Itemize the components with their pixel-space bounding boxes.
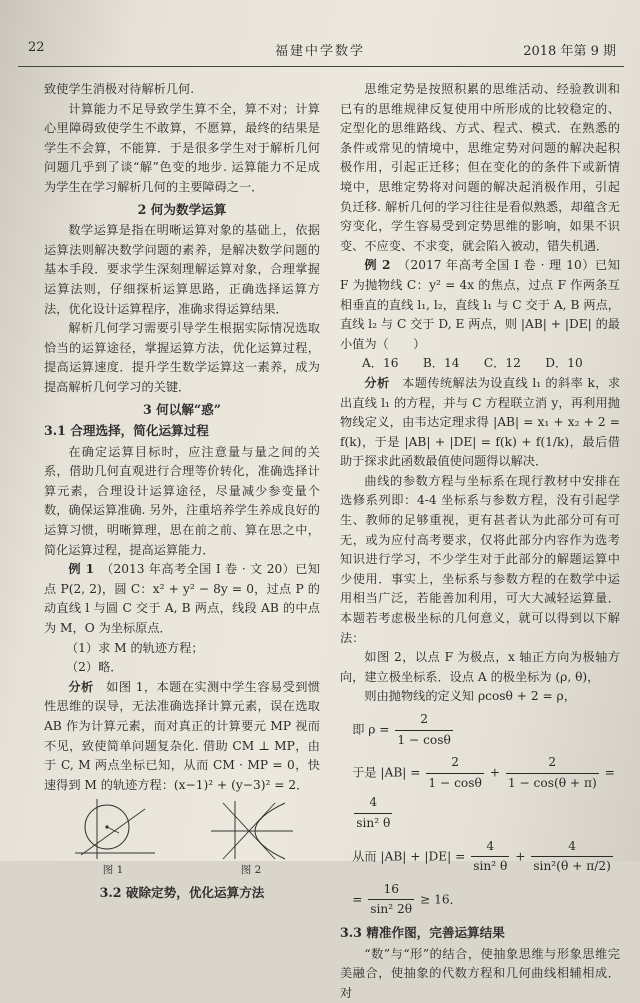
paragraph: 在确定运算目标时，应注意量与量之间的关系，借助几何直观进行合理等价转化，准确选择计算元素，合理设计运算途径，尽量减少参变量个数，确保运算准确. 另外，注重培养学生养成良好的运算习惯，明晰算理，思在前之前、算在思之中，简化运算过程，提高运算能力． (44, 444, 320, 557)
paragraph: 思维定势是按照积累的思维活动、经验教训和已有的思维规律反复使用中所形成的比较稳定的、定型化的思维路线、方式、程式、模式．在熟悉的条件或常见的情境中，思维定势对问题的解决起积极作用，引起正迁移；但在变化的的条件下或新情境中，思维定势将对问题的解决起消极作用，引起负迁移. 解析几何的学习往往是看似熟悉，却蕴含无穷变化，学生容易受到定势思维的影响，如果不识变、不应变、不求变，就会陷入被动，错失机遇． (340, 82, 620, 253)
analysis-text: 如图 1，本题在实测中学生容易受到惯性思维的误导，无法准确选择计算元素，误在选取 AB 作为计算元素，而对真正的计算要元 MP 视而不见，致使简单问题复杂化. 借助 CM ⊥ MP，由于 C, M 两点坐标已知，从而 CM · MP = 0，快速得到 M 的轨迹方程：(x−1)² + (y−3)² = 2． (44, 679, 320, 792)
paragraph: 致使学生消极对待解析几何. (44, 82, 195, 96)
header-rule (18, 66, 624, 67)
equation-rho: 即 ρ = $\frac{2}{1 - \cos\theta}$ (352, 710, 620, 750)
left-column (44, 80, 320, 905)
example-label: 例 2 (364, 258, 391, 273)
paragraph: 则由抛物线的定义知 ρcosθ + 2 = ρ， (364, 689, 576, 704)
fraction: $\frac{2}{1 - \cos(\theta + \pi)}$ (507, 755, 597, 790)
fraction: $\frac{2}{1 - \cos\theta}$ (397, 712, 451, 747)
figure-1-caption: 图 1 (102, 864, 124, 877)
analysis-text: 本题传统解法为设直线 l₁ 的斜率 k，求出直线 l₁ 的方程，并与 C 方程联立消 y，再利用抛物线定义，由韦达定理求得 |AB| = x₁ + x₂ + 2 = f(k)，于是 |AB| + |DE| = f(k) + f(1/k)，最后借助于探求此函数最值使问题得以解决． (340, 375, 621, 469)
fraction: $\frac{4}{\text{sin² θ}}$ (356, 795, 391, 830)
right-column (340, 80, 620, 1003)
figure-2-caption: 图 2 (240, 864, 262, 877)
paragraph: 计算能力不足导致学生算不全，算不对；计算心里障碍致使学生不敢算，不愿算，最终的结果是学生不会算，不能算．于是很多学生对于解析几何问题几乎到了谈“解”色变的地步. 运算能力不足成为学生在学习解析几何的主要障碍之一． (44, 101, 320, 194)
equation-min: = $\frac{16}{\text{sin² 2θ}}$ ≥ 16． (352, 880, 620, 920)
example-2 (340, 256, 620, 354)
subsection-heading: 3.1 合理选择，简化运算过程 (44, 423, 209, 439)
answer-options: A．16 B．14 C．12 D．10 (361, 356, 583, 371)
circle-diagram (67, 797, 159, 861)
subsection-heading: 3.2 破除定势，优化运算方法 (99, 884, 265, 900)
equation-ab: 于是 |AB| = $\frac{2}{1 - \cos\theta}$ + $\frac{2}{1 - \cos(\theta + \pi)}$ = $\frac{4}{\text{sin² θ}}$ (352, 753, 620, 833)
page-header (16, 40, 624, 62)
page-number: 22 (28, 40, 45, 55)
figures (44, 797, 320, 881)
paragraph: 数学运算是指在明晰运算对象的基础上，依据运算法则解决数学问题的素养，是解决数学问题的基本手段．要求学生深刻理解运算对象，合理掌握运算法则，仔细探析运算思路，正确选择运算方法，优化设计运算程序，准确求得运算结果． (44, 223, 320, 316)
example-1 (44, 560, 320, 638)
section-heading: 2 何为数学运算 (137, 201, 227, 217)
example-text: （2017 年高考全国 I 卷 · 理 10）已知 F 为抛物线 C：y² = 4x 的焦点，过点 F 作两条互相垂直的直线 l₁, l₂，直线 l₁ 与 C 交于 A, B 两点，直线 l₂ 与 C 交于 D, E 两点，则 |AB| + |DE| 的最小值为（ ） (340, 258, 620, 351)
analysis-2 (340, 374, 620, 472)
parabola-diagram (205, 797, 297, 861)
analysis-label: 分析 (364, 375, 390, 390)
fraction: $\frac{4}{\text{sin² θ}}$ (473, 838, 508, 874)
fraction: $\frac{2}{1 - \cos\theta}$ (428, 755, 482, 790)
fraction: $\frac{4}{\text{sin²(θ + π/2)}}$ (533, 838, 611, 874)
figure-2 (205, 797, 297, 881)
fraction: $\frac{16}{\text{sin² 2θ}}$ (370, 881, 413, 917)
example-label: 例 1 (68, 562, 95, 577)
paragraph: “数”与“形”的结合，使抽象思维与形象思维完美融合，使抽象的代数方程和几何曲线相辅相成．对 (340, 946, 620, 1000)
example-text: （2013 年高考全国 I 卷 · 文 20）已知点 P(2, 2)，圆 C：x² + y² − 8y = 0，过点 P 的动直线 l 与圆 C 交于 A, B 两点，线段 AB 的中点为 M，O 为坐标原点． (44, 562, 321, 636)
equation-sum: 从而 |AB| + |DE| = $\frac{4}{\text{sin² θ}}$ + $\frac{4}{\text{sin²(θ + π/2)}}$ (352, 837, 620, 877)
section-heading: 3 何以解“惑” (142, 401, 221, 417)
paragraph: 解析几何学习需要引导学生根据实际情况选取恰当的运算途径，掌握运算方法，优化运算过程，提高运算速度．提升学生数学运算这一素养，成为提高解析几何学习的关键． (44, 321, 320, 394)
journal-title: 福建中学数学 (274, 44, 365, 59)
subsection-heading: 3.3 精准作图，完善运算结果 (340, 924, 505, 940)
paragraph: 如图 2，以点 F 为极点，x 轴正方向为极轴方向，建立极坐标系．设点 A 的极坐标为 (ρ, θ)， (340, 650, 620, 684)
analysis-1 (44, 678, 320, 796)
question-2: （2）略． (65, 660, 123, 675)
analysis-label: 分析 (68, 679, 94, 694)
figure-1 (67, 797, 159, 881)
issue-label: 2018 年第 9 期 (523, 44, 616, 59)
question-1: （1）求 M 的轨迹方程； (65, 640, 204, 655)
paragraph: 曲线的参数方程与坐标系在现行教材中安排在选修系列即：4-4 坐标系与参数方程，没有引起学生、教师的足够重视，更有甚者认为此部分可有可无，或为应付高考要求，仅将此部分内容作为选考知识进行学习，不少学生对于此部分的解题运算中少使用．事实上，坐标系与参数方程的在数学中运用相当广泛，若能善加利用，可大大减轻运算量．本题若考虑极坐标的几何意义，就可以得到以下解法： (340, 473, 620, 645)
